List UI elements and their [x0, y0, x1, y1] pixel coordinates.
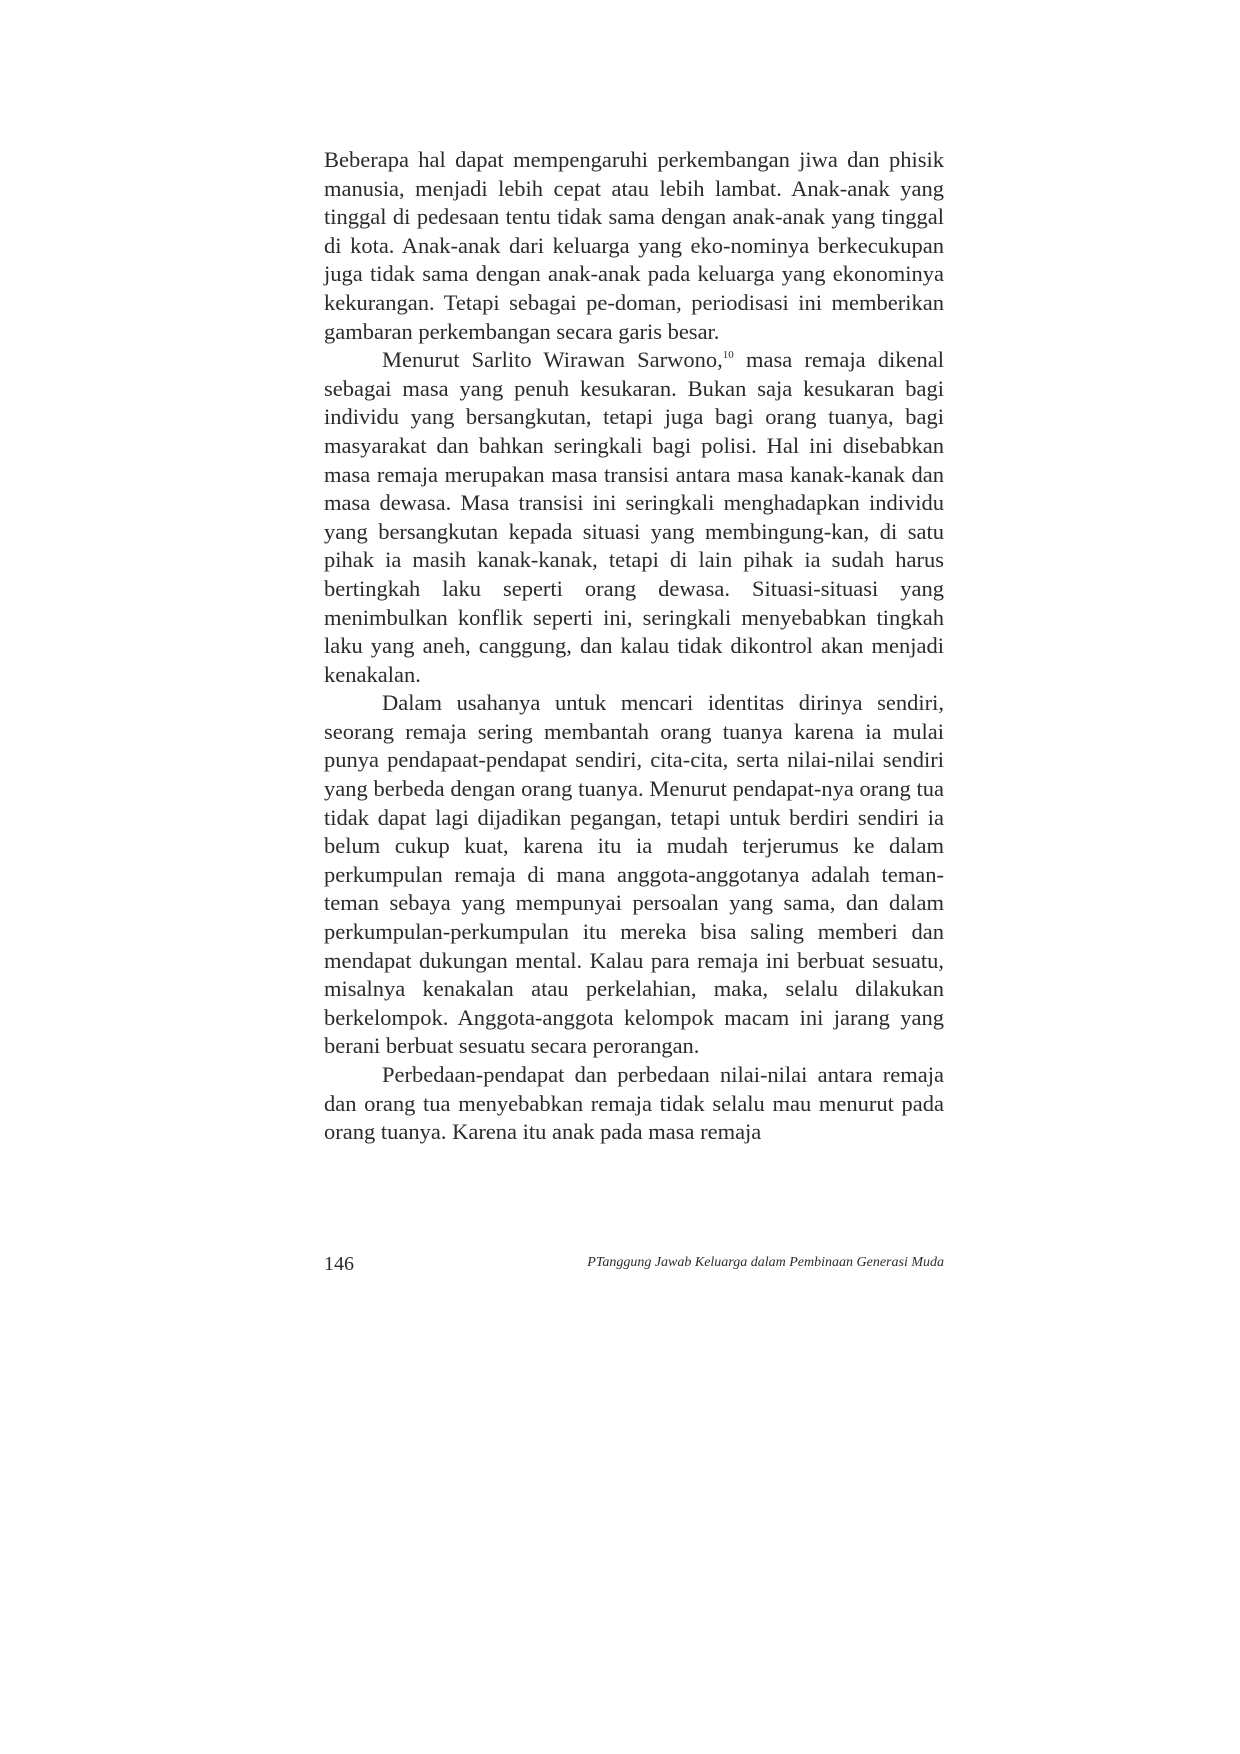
paragraph-text: masa remaja dikenal sebagai masa yang penuh kesukaran. Bukan saja kesukaran bagi individu yang bersangkutan, tetapi juga bagi orang tuanya, bagi masyarakat dan bahkan seringkali bagi polisi. Hal ini disebabkan masa remaja merupakan masa transisi antara masa kanak-kanak dan masa dewasa. Masa transisi ini seringkali menghadapkan individu yang bersangkutan kepada situasi yang membingung-kan, di satu pihak ia masih kanak-kanak, tetapi di lain pihak ia sudah harus bertingkah laku seperti orang dewasa. Situasi-situasi yang menimbulkan konflik seperti ini, seringkali menyebabkan tingkah laku yang aneh, canggung, dan kalau tidak dikontrol akan menjadi kenakalan.	[324, 347, 944, 687]
page-number: 146	[324, 1253, 354, 1275]
footnote-reference[interactable]: 10	[722, 349, 734, 362]
body-text	[324, 146, 944, 1147]
paragraph: Beberapa hal dapat mempengaruhi perkembangan jiwa dan phisik manusia, menjadi lebih cepat atau lebih lambat. Anak-anak yang tinggal di pedesaan tentu tidak sama dengan anak-anak yang tinggal di kota. Anak-anak dari keluarga yang eko-nominya berkecukupan juga tidak sama dengan anak-anak pada keluarga yang ekonominya kekurangan. Tetapi sebagai pe-doman, periodisasi ini memberikan gambaran perkembangan secara garis besar.	[324, 147, 944, 344]
paragraph-text: Menurut Sarlito Wirawan Sarwono,	[382, 347, 723, 373]
running-title: PTanggung Jawab Keluarga dalam Pembinaan Generasi Muda	[587, 1255, 944, 1270]
paragraph: Dalam usahanya untuk mencari identitas dirinya sendiri, seorang remaja sering membantah orang tuanya karena ia mulai punya pendapaat-pendapat sendiri, cita-cita, serta nilai-nilai sendiri yang berbeda dengan orang tuanya. Menurut pendapat-nya orang tua tidak dapat lagi dijadikan pegangan, tetapi untuk berdiri sendiri ia belum cukup kuat, karena itu ia mudah terjerumus ke dalam perkumpulan remaja di mana anggota-anggotanya adalah teman-teman sebaya yang mempunyai persoalan yang sama, dan dalam perkumpulan-perkumpulan itu mereka bisa saling memberi dan mendapat dukungan mental. Kalau para remaja ini berbuat sesuatu, misalnya kenakalan atau perkelahian, maka, selalu dilakukan berkelompok. Anggota-anggota kelompok macam ini jarang yang berani berbuat sesuatu secara perorangan.	[324, 690, 944, 1059]
paragraph: Perbedaan-pendapat dan perbedaan nilai-nilai antara remaja dan orang tua menyebabkan remaja tidak selalu mau menurut pada orang tuanya. Karena itu anak pada masa remaja	[324, 1062, 944, 1145]
paragraph-sarwono	[324, 346, 944, 689]
